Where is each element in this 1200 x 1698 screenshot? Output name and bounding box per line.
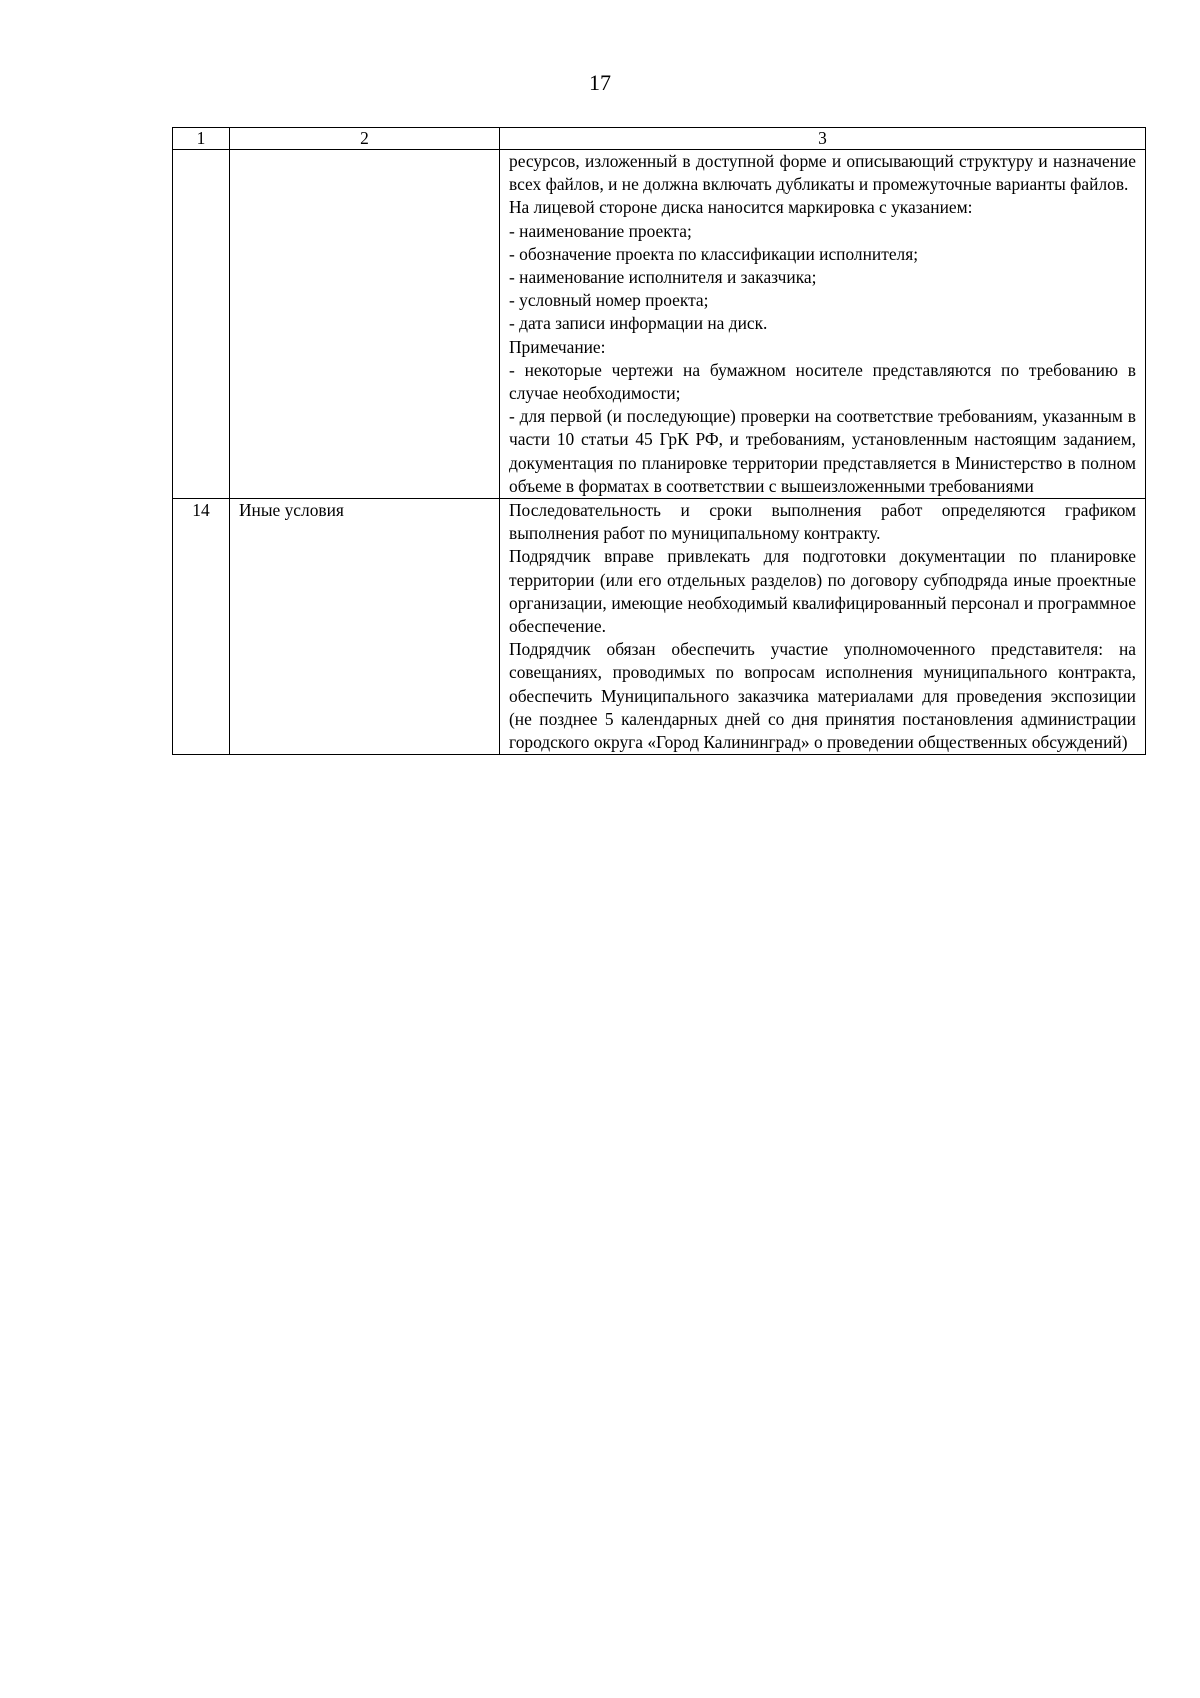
note-heading: Примечание: [509,336,606,357]
requirements-table [172,127,1146,755]
table-row [173,150,1146,499]
list-item: - наименование исполнителя и заказчика; [509,267,817,288]
header-cell-3: 3 [500,128,1146,150]
list-item: - обозначение проекта по классификации исполнителя; [509,243,919,264]
list-item: - наименование проекта; [509,220,692,241]
row-content-cell [500,499,1146,755]
list-item: - некоторые чертежи на бумажном носителе представляются по требованию в случае необходимости; [509,359,1136,404]
paragraph: Подрядчик вправе привлекать для подготовки документации по планировке территории (или его отдельных разделов) по договору субподряда иные проектные организации, имеющие необходимый квалифицированный персонал и программное обеспечение. [509,546,1136,637]
header-cell-1: 1 [173,128,230,150]
paragraph: Подрядчик обязан обеспечить участие уполномоченного представителя: на совещаниях, проводимых по вопросам исполнения муниципального контракта, обеспечить Муниципального заказчика материалами для проведения экспозиции (не позднее 5 календарных дней со дня принятия постановления администрации городского округа «Город Калининград» о проведении общественных обсуждений) [509,639,1136,753]
list-item: - дата записи информации на диск. [509,313,768,334]
paragraph: Последовательность и сроки выполнения работ определяются графиком выполнения работ по муниципальному контракту. [509,500,1136,544]
page-number: 17 [589,70,611,95]
table-row [173,499,1146,755]
header-cell-2: 2 [230,128,500,150]
row-number-cell [173,150,230,499]
row-number-cell: 14 [173,499,230,755]
row-name-cell: Иные условия [230,499,500,755]
paragraph: ресурсов, изложенный в доступной форме и описывающий структуру и назначение всех файлов, и не должна включать дубликаты и промежуточные варианты файлов. [509,151,1136,195]
paragraph: На лицевой стороне диска наносится маркировка с указанием: [509,197,973,218]
row-content-cell [500,150,1146,499]
table-header-row [173,128,1146,150]
row-name-cell [230,150,500,499]
list-item: - для первой (и последующие) проверки на соответствие требованиям, указанным в части 10 статьи 45 ГрК РФ, и требованиям, установленным настоящим заданием, документация по планировке территории представляется в Министерство в полном объеме в форматах в соответствии с вышеизложенными требованиями [509,406,1136,496]
list-item: - условный номер проекта; [509,290,709,311]
